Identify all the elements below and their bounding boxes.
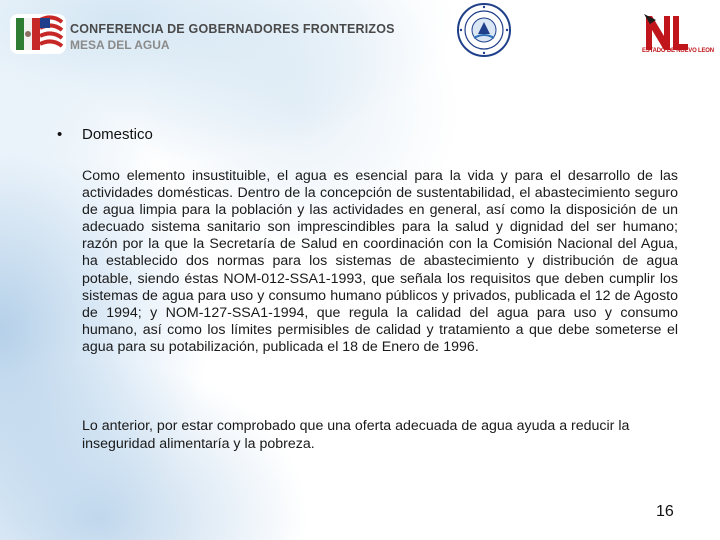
page-number: 16 <box>656 503 674 520</box>
org-title: CONFERENCIA DE GOBERNADORES FRONTERIZOS <box>70 22 395 36</box>
nl-logo-caption: ESTADO DE NUEVO LEON <box>642 48 714 54</box>
body-paragraph-2: Lo anterior, por estar comprobado que una oferta adecuada de agua ayuda a reducir la inseguridad alimentaría y la pobreza. <box>82 418 630 452</box>
body-paragraph-1: Como elemento insustituible, el agua es esencial para la vida y para el desarrollo de las actividades domésticas. Dentro de la concepción de sustentabilidad, el abastecimiento seguro de agua limpia para la población y las actividades en general, así como la disposición de un adecuado sistema sanitario son imprescindibles para la salud y dignidad del ser humano; razón por la que la Secretaría de Salud en coordinación con la Comisión Nacional del Agua, ha establecido dos normas para los sistemas de abastecimiento y distribución de agua potable, siendo éstas NOM-012-SSA1-1993, que señala los requisitos que deben cumplir los sistemas de agua para uso y consumo humano públicos y privados, publicada el 12 de Agosto de 1994; y NOM-127-SSA1-1994, que regula la calidad del agua para uso y consumo humano, así como los límites permisibles de calidad y tratamiento a que debe someterse el agua para su potabilización, publicada el 18 de Enero de 1996. <box>82 168 678 355</box>
org-subtitle: MESA DEL AGUA <box>70 38 170 52</box>
section-heading: Domestico <box>82 126 153 143</box>
bullet-marker: • <box>57 126 63 143</box>
